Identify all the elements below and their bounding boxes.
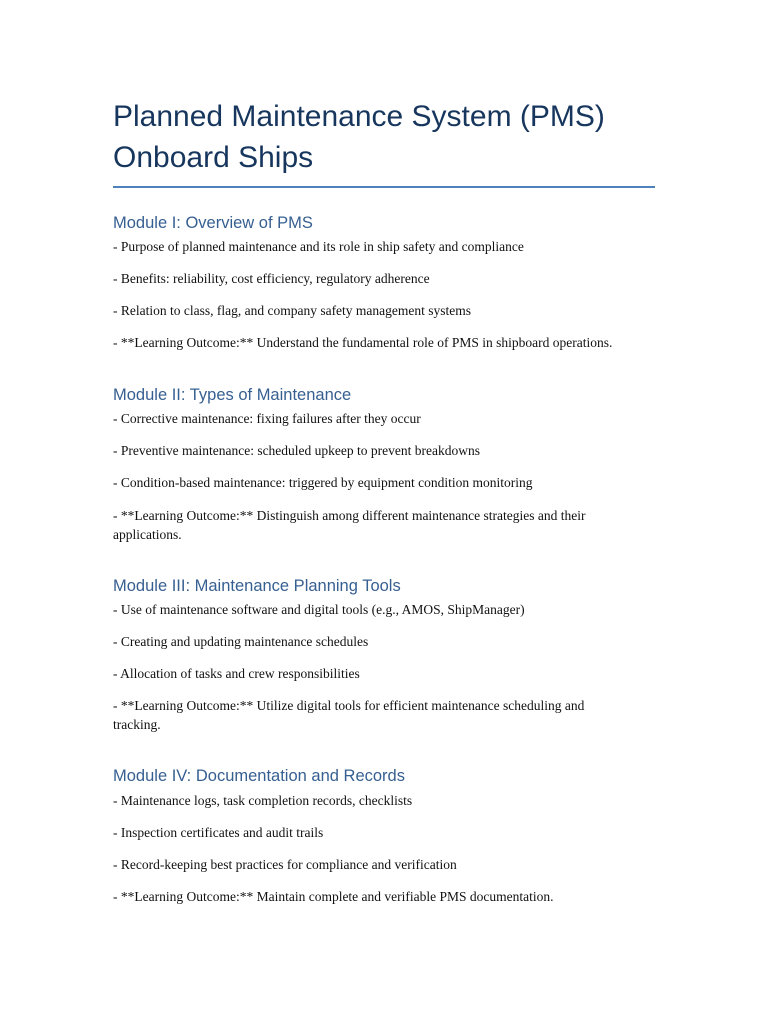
module-item: - Creating and updating maintenance schedules bbox=[113, 634, 369, 649]
module-item: - Preventive maintenance: scheduled upkeep to prevent breakdowns bbox=[113, 443, 480, 458]
module-item: - Relation to class, flag, and company safety management systems bbox=[113, 303, 472, 318]
learning-outcome: - **Learning Outcome:** Distinguish among different maintenance strategies and their applications. bbox=[113, 508, 586, 542]
module-heading: Module III: Maintenance Planning Tools bbox=[113, 577, 401, 595]
title-divider bbox=[113, 186, 655, 188]
learning-outcome: - **Learning Outcome:** Utilize digital tools for efficient maintenance scheduling and tracking. bbox=[113, 698, 585, 732]
document-title: Planned Maintenance System (PMS) Onboard Ships bbox=[113, 100, 605, 174]
module-section bbox=[113, 576, 658, 732]
module-item: - Record-keeping best practices for compliance and verification bbox=[113, 857, 457, 872]
module-heading: Module I: Overview of PMS bbox=[113, 214, 313, 232]
document-page bbox=[113, 96, 658, 188]
module-item: - Maintenance logs, task completion records, checklists bbox=[113, 793, 413, 808]
module-section bbox=[113, 766, 658, 904]
module-item: - Use of maintenance software and digital tools (e.g., AMOS, ShipManager) bbox=[113, 602, 525, 617]
module-section bbox=[113, 213, 658, 350]
module-item: - Corrective maintenance: fixing failures after they occur bbox=[113, 411, 421, 426]
learning-outcome: - **Learning Outcome:** Maintain complete and verifiable PMS documentation. bbox=[113, 889, 554, 904]
module-section bbox=[113, 385, 658, 542]
module-heading: Module II: Types of Maintenance bbox=[113, 386, 352, 404]
module-item: - Condition-based maintenance: triggered by equipment condition monitoring bbox=[113, 475, 533, 490]
module-item: - Allocation of tasks and crew responsibilities bbox=[113, 666, 360, 681]
module-item: - Benefits: reliability, cost efficiency, regulatory adherence bbox=[113, 271, 430, 286]
module-heading: Module IV: Documentation and Records bbox=[113, 767, 405, 785]
learning-outcome: - **Learning Outcome:** Understand the fundamental role of PMS in shipboard operations. bbox=[113, 335, 613, 350]
module-item: - Inspection certificates and audit trails bbox=[113, 825, 324, 840]
module-item: - Purpose of planned maintenance and its role in ship safety and compliance bbox=[113, 239, 524, 254]
